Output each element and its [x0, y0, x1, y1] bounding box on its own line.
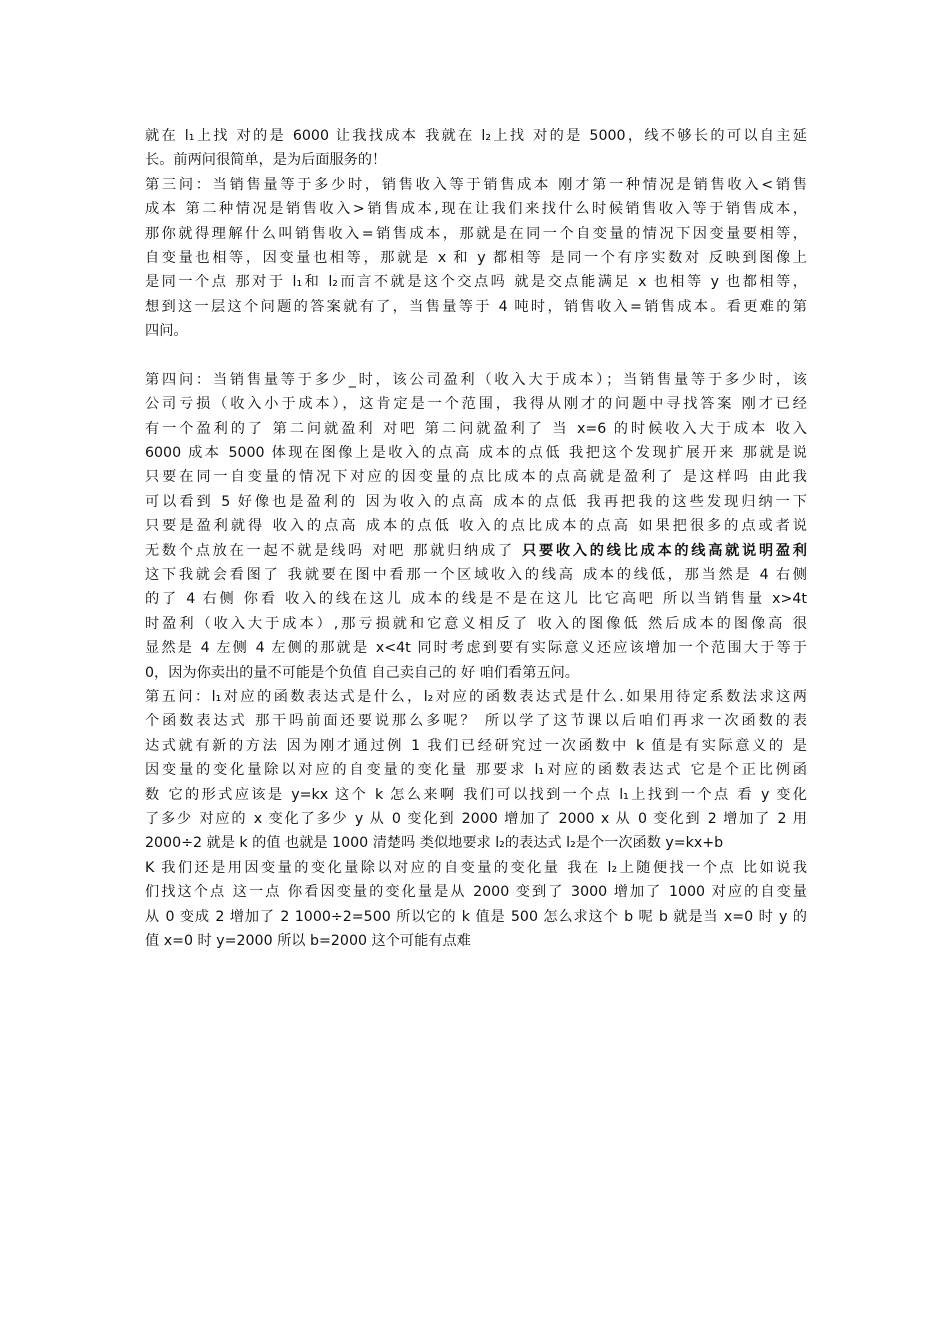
paragraph-3-line-9: 这下我就会看图了 我就要在图中看那一个区域收入的线高 成本的线低，那当然是 4 右侧: [145, 567, 807, 584]
paragraph-3-line-11: 时盈利（收入大于成本）,那亏损就和它意义相反了 收入的图像低 然后成本的图像高 很: [145, 615, 807, 632]
paragraph-3-line-3: 有一个盈利的了 第二问就盈利 对吧 第二问就盈利了 当 x=6 的时候收入大于成本 收入: [145, 420, 807, 437]
paragraph-1-line-2: 长。前两问很简单，是为后面服务的！: [145, 152, 387, 169]
paragraph-3-line-8: [145, 539, 807, 563]
paragraph-2-line-3: 那你就得理解什么叫销售收入=销售成本，那就是在同一个自变量的情况下因变量要相等，: [145, 225, 807, 242]
paragraph-2-line-1: 第三问：当销售量等于多少时，销售收入等于销售成本 刚才第一种情况是销售收入<销售: [145, 176, 807, 193]
paragraph-2-line-6: 想到这一层这个问题的答案就有了，当售量等于 4 吨时，销售收入=销售成本。看更难的第: [145, 298, 807, 315]
key-conclusion-bold: 只要收入的线比成本的线高就说明盈利: [522, 542, 807, 559]
paragraph-2-line-5: 是同一个点 那对于 l₁和 l₂而言不就是这个交点吗 就是交点能满足 x 也相等 y 也都相等，: [145, 274, 807, 291]
paragraph-4-line-1: 第五问：l₁对应的函数表达式是什么，l₂对应的函数表达式是什么.如果用待定系数法求这两: [145, 688, 807, 705]
paragraph-3-line-8-text: 无数个点放在一起不就是线吗 对吧 那就归纳成了: [145, 542, 523, 559]
paragraph-4-line-3: 达式就有新的方法 因为刚才通过例 1 我们已经研究过一次函数中 k 值是有实际意义的 是: [145, 737, 807, 754]
paragraph-4-line-7: 2000÷2 就是 k 的值 也就是 1000 清楚吗 类似地要求 l₂的表达式 l₂是个一次函数 y=kx+b: [145, 835, 724, 852]
paragraph-4-line-6: 了多少 对应的 x 变化了多少 y 从 0 变化到 2000 增加了 2000 x 从 0 变化到 2 增加了 2 用: [145, 810, 807, 827]
paragraph-4-line-11: 值 x=0 时 y=2000 所以 b=2000 这个可能有点难: [145, 932, 471, 949]
paragraph-3-line-1: 第四问：当销售量等于多少_时，该公司盈利（收入大于成本）；当销售量等于多少时，该: [145, 371, 807, 388]
paragraph-3-line-6: 可以看到 5 好像也是盈利的 因为收入的点高 成本的点低 我再把我的这些发现归纳一下: [145, 493, 807, 510]
paragraph-4-line-5: 数 它的形式应该是 y=kx 这个 k 怎么来啊 我们可以找到一个点 l₁上找到一个点 看 y 变化: [145, 786, 807, 803]
paragraph-3-line-5: 只要在同一自变量的情况下对应的因变量的点比成本的点高就是盈利了 是这样吗 由此我: [145, 469, 807, 486]
paragraph-4-line-9: 们找这个点 这一点 你看因变量的变化量是从 2000 变到了 3000 增加了 1000 对应的自变量: [145, 884, 807, 901]
paragraph-3-line-7: 只要是盈利就得 收入的点高 成本的点低 收入的点比成本的点高 如果把很多的点或者说: [145, 518, 807, 535]
paragraph-2-line-7: 四问。: [145, 323, 188, 340]
paragraph-3-line-2: 公司亏损（收入小于成本），这肯定是一个范围，我得从刚才的问题中寻找答案 刚才已经: [145, 396, 807, 413]
paragraph-spacer: [145, 344, 807, 368]
paragraph-3-line-12: 显然是 4 左侧 4 左侧的那就是 x<4t 同时考虑到要有实际意义还应该增加一个范围大于等于: [145, 640, 807, 657]
paragraph-4-line-4: 因变量的变化量除以对应的自变量的变化量 那要求 l₁对应的函数表达式 它是个正比例函: [145, 762, 807, 779]
paragraph-3-line-10: 的了 4 右侧 你看 收入的线在这儿 成本的线是不是在这儿 比它高吧 所以当销售量 x>4t: [145, 591, 807, 608]
paragraph-2-line-4: 自变量也相等，因变量也相等，那就是 x 和 y 都相等 是同一个有序实数对 反映到图像上: [145, 249, 807, 266]
paragraph-4-line-2: 个函数表达式 那干吗前面还要说那么多呢？ 所以学了这节课以后咱们再求一次函数的表: [145, 713, 807, 730]
paragraph-2-line-2: 成本 第二种情况是销售收入>销售成本,现在让我们来找什么时候销售收入等于销售成本，: [145, 201, 807, 218]
paragraph-3-line-4: 6000 成本 5000 体现在图像上是收入的点高 成本的点低 我把这个发现扩展开来 那就是说: [145, 445, 807, 462]
paragraph-1-line-1: 就在 l₁上找 对的是 6000 让我找成本 我就在 l₂上找 对的是 5000，线不够长的可以自主延: [145, 128, 807, 144]
paragraph-4-line-8: K 我们还是用因变量的变化量除以对应的自变量的变化量 我在 l₂上随便找一个点 比如说我: [145, 859, 807, 876]
paragraph-3-line-13: 0，因为你卖出的量不可能是个负值 自己卖自己的 好 咱们看第五问。: [145, 664, 579, 681]
paragraph-4-line-10: 从 0 变成 2 增加了 2 1000÷2=500 所以它的 k 值是 500 怎么求这个 b 呢 b 就是当 x=0 时 y 的: [145, 908, 807, 925]
document-page: [145, 124, 807, 953]
